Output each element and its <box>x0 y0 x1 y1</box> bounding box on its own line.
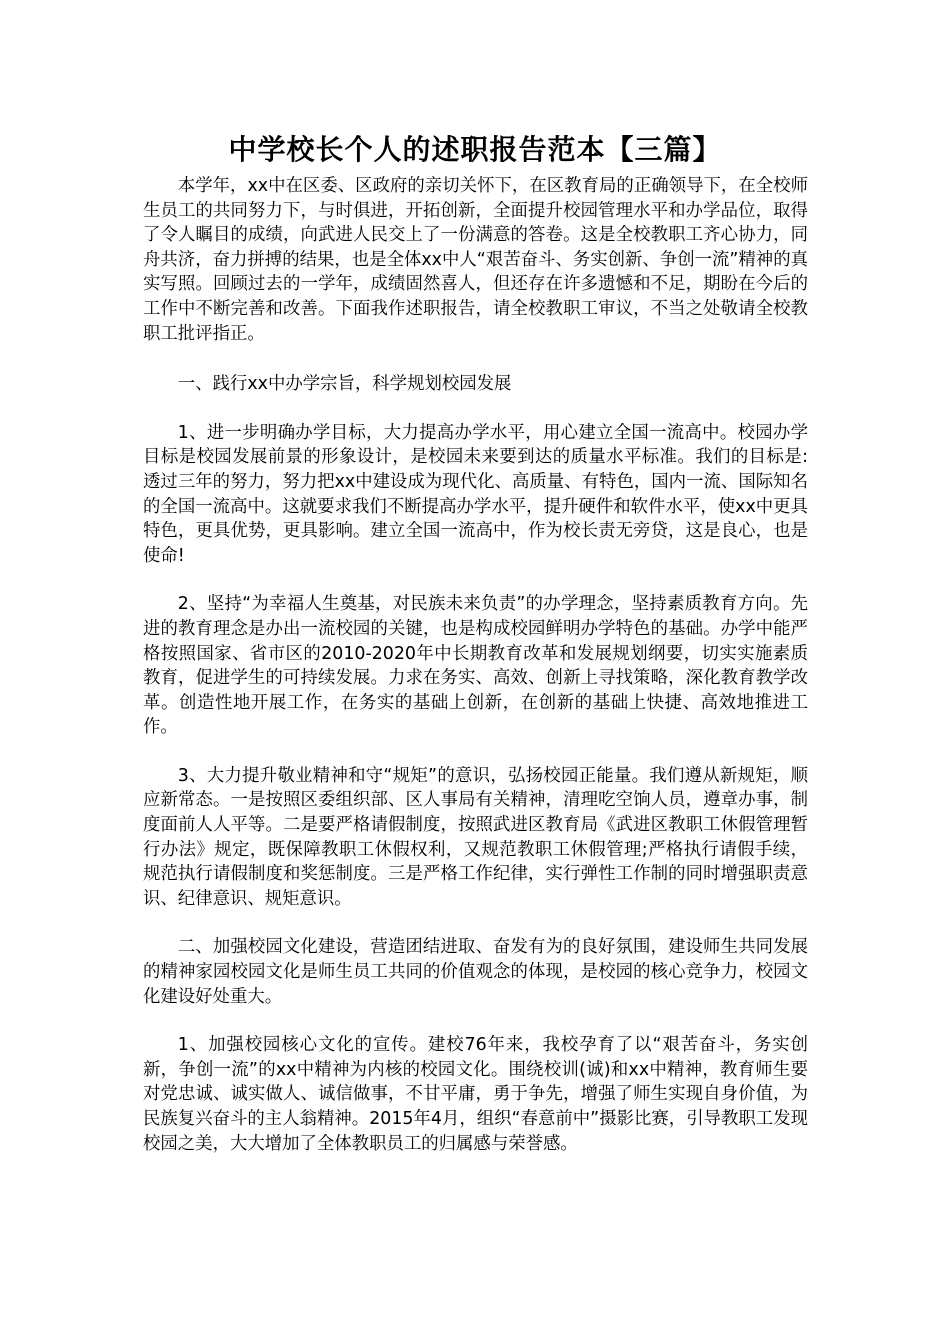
document-body <box>143 174 808 1180</box>
paragraph-1-2: 2、坚持“为幸福人生奠基，对民族未来负责”的办学理念，坚持素质教育方向。先进的教育理念是办出一流校园的关键，也是构成校园鲜明办学特色的基础。办学中能严格按照国家、省市区的2010-2020年中长期教育改革和发展规划纲要，切实实施素质教育，促进学生的可持续发展。力求在务实、高效、创新上寻找策略，深化教育教学改革。创造性地开展工作，在务实的基础上创新，在创新的基础上快捷、高效地推进工作。 <box>143 594 808 738</box>
paragraph-2-1: 1、加强校园核心文化的宣传。建校76年来，我校孕育了以“艰苦奋斗，务实创新，争创一流”的xx中精神为内核的校园文化。围绕校训(诚)和xx中精神，教育师生要对党忠诚、诚实做人、诚信做事，不甘平庸，勇于争先，增强了师生实现自身价值，为民族复兴奋斗的主人翁精神。2015年4月，组织“春意前中”摄影比赛，引导教职工发现校园之美，大大增加了全体教职员工的归属感与荣誉感。 <box>143 1035 808 1154</box>
paragraph-1-3: 3、大力提升敬业精神和守“规矩”的意识，弘扬校园正能量。我们遵从新规矩，顺应新常态。一是按照区委组织部、区人事局有关精神，清理吃空饷人员，遵章办事，制度面前人人平等。二是要严格请假制度，按照武进区教育局《武进区教职工休假管理暂行办法》规定，既保障教职工休假权利，又规范教职工休假管理;严格执行请假手续，规范执行请假制度和奖惩制度。三是严格工作纪律，实行弹性工作制的同时增强职责意识、纪律意识、规矩意识。 <box>143 765 808 909</box>
section-heading-2: 二、加强校园文化建设，营造团结进取、奋发有为的良好氛围，建设师生共同发展的精神家园校园文化是师生员工共同的价值观念的体现，是校园的核心竞争力，校园文化建设好处重大。 <box>143 937 808 1007</box>
intro-paragraph: 本学年，xx中在区委、区政府的亲切关怀下，在区教育局的正确领导下，在全校师生员工的共同努力下，与时俱进，开拓创新，全面提升校园管理水平和办学品位，取得了令人瞩目的成绩，向武进人民交上了一份满意的答卷。这是全校教职工齐心协力，同舟共济，奋力拼搏的结果，也是全体xx中人“艰苦奋斗、务实创新、争创一流”精神的真实写照。回顾过去的一学年，成绩固然喜人，但还存在许多遗憾和不足，期盼在今后的工作中不断完善和改善。下面我作述职报告，请全校教职工审议，不当之处敬请全校教职工批评指正。 <box>143 176 808 344</box>
paragraph-1-1: 1、进一步明确办学目标，大力提高办学水平，用心建立全国一流高中。校园办学目标是校园发展前景的形象设计，是校园未来要到达的质量水平标准。我们的目标是:透过三年的努力，努力把xx中建设成为现代化、高质量、有特色，国内一流、国际知名的全国一流高中。这就要求我们不断提高办学水平，提升硬件和软件水平，使xx中更具特色，更具优势，更具影响。建立全国一流高中，作为校长责无旁贷，这是良心，也是使命! <box>143 422 808 566</box>
document-title: 中学校长个人的述职报告范本【三篇】 <box>228 133 722 166</box>
section-heading-1: 一、践行xx中办学宗旨，科学规划校园发展 <box>177 374 512 395</box>
